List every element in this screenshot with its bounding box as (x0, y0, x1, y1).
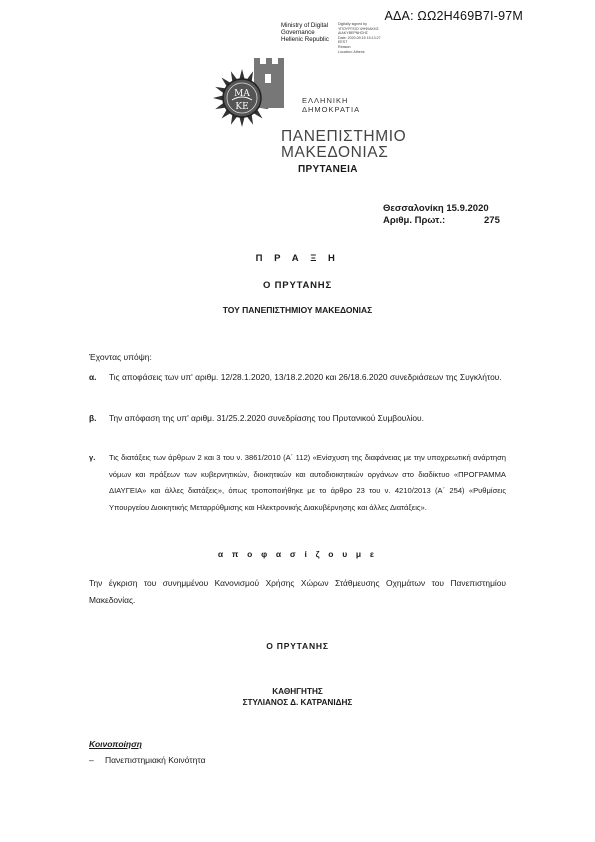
sun-ray (239, 69, 244, 79)
bullet-dash: – (89, 755, 94, 765)
approval-text: Την έγκριση του συνημμένου Κανονισμού Χρήσης Χώρων Στάθμευσης Οχημάτων του Πανεπιστημίου Μακεδονίας. (89, 578, 506, 605)
rector-heading: Ο ΠΡΥΤΑΝΗΣ (263, 280, 332, 291)
item-marker: β. (89, 413, 97, 423)
item-marker: γ. (89, 453, 96, 462)
list-item (89, 410, 506, 427)
stamp-detail: ΔΙΑΚΥΒΕΡΝΗΣΗΣ (338, 31, 369, 36)
item-text: Την απόφαση της υπ' αριθμ. 31/25.2.2020 συνεδρίασης του Πρυτανικού Συμβουλίου. (109, 413, 424, 423)
distribution-label: Κοινοποίηση (89, 739, 142, 749)
university-line: ΠΑΝΕΠΙΣΤΗΜΙΟ (281, 128, 407, 145)
hellenic-republic-label (302, 96, 360, 114)
recipient-name: Πανεπιστημιακή Κοινότητα (105, 755, 206, 765)
university-line: ΜΑΚΕΔΟΝΙΑΣ (281, 144, 389, 161)
signatory-name: ΣΤΥΛΙΑΝΟΣ Δ. ΚΑΤΡΑΝΙΔΗΣ (242, 698, 353, 707)
item-text: Τις διατάξεις των άρθρων 2 και 3 του ν. 3861/2010 (Α΄ 112) «Ενίσχυση της διαφάνειας με την υποχρεωτική ανάρτηση νόμων και πράξεων των κυβερνητικών, διοικητικών και αυτοδιοικητικών οργάνων στο διαδίκτυο «ΠΡΟΓΡΑΜΜΑ ΔΙΑΥΓΕΙΑ» και άλλες διατάξεις», όπως τροποποιήθηκε με το άρθρο 23 του ν. 4210/2013 (Α΄ 254) «Ρυθμίσεις Υπουργείου Διοικητικής Μεταρρύθμισης και Ηλεκτρονικής Διακυβέρνησης και άλλες Διατάξεις». (109, 453, 506, 512)
signatory-role: ΚΑΘΗΓΗΤΗΣ (272, 687, 323, 696)
badge-text-top: ΜΑ (234, 89, 250, 99)
stamp-detail: Location: Athens (338, 49, 365, 54)
university-logo (212, 54, 292, 144)
stamp-detail: Digitally signed by (338, 22, 367, 26)
stamp-detail: Date: 2020.09.15 15:13:27 (338, 35, 381, 40)
protocol-label: Αριθμ. Πρωτ.: (383, 215, 446, 226)
stamp-line: Ministry of Digital (281, 22, 329, 29)
distribution-recipient (89, 755, 206, 765)
signatory-title: Ο ΠΡΥΤΑΝΗΣ (266, 641, 329, 651)
department-label: ΠΡΥΤΑΝΕΙΑ (298, 164, 358, 175)
protocol-number (383, 215, 500, 226)
hellenic-line: ΔΗΜΟΚΡΑΤΙΑ (302, 105, 361, 114)
university-name (281, 129, 406, 161)
document-date: Θεσσαλονίκη 15.9.2020 (383, 203, 489, 214)
sun-ray (239, 117, 244, 127)
stamp-line: Governance (281, 29, 315, 37)
stamp-line: Hellenic Republic (281, 36, 329, 44)
hellenic-line: ΕΛΛΗΝΙΚΗ (302, 96, 349, 105)
sun-ray (213, 95, 223, 100)
stamp-detail: ΥΠΟΥΡΓΕΙΟ ΨΗΦΙΑΚΗΣ (338, 26, 379, 31)
badge-text-bottom: ΚΕ (235, 102, 249, 112)
item-marker: α. (89, 372, 97, 382)
stamp-detail: EEST (338, 40, 348, 45)
university-heading: ΤΟΥ ΠΑΝΕΠΙΣΤΗΜΙΟΥ ΜΑΚΕΔΟΝΙΑΣ (222, 305, 373, 315)
list-item (89, 369, 506, 386)
stamp-detail: Reason: (338, 44, 352, 49)
ada-code: ΑΔΑ: ΩΩ2Η469Β7Ι-97Μ (384, 9, 523, 23)
decision-heading: α π ο φ α σ ί ζ ο υ μ ε (217, 549, 378, 559)
item-text: Τις αποφάσεις των υπ' αριθμ. 12/28.1.2020, 13/18.2.2020 και 26/18.6.2020 συνεδριάσεων της Συγκλήτου. (109, 372, 502, 382)
having-regard-label: Έχοντας υπόψη: (89, 352, 152, 362)
list-item (89, 450, 506, 516)
document-title: Π Ρ Α Ξ Η (255, 253, 340, 264)
protocol-value: 275 (484, 215, 500, 226)
